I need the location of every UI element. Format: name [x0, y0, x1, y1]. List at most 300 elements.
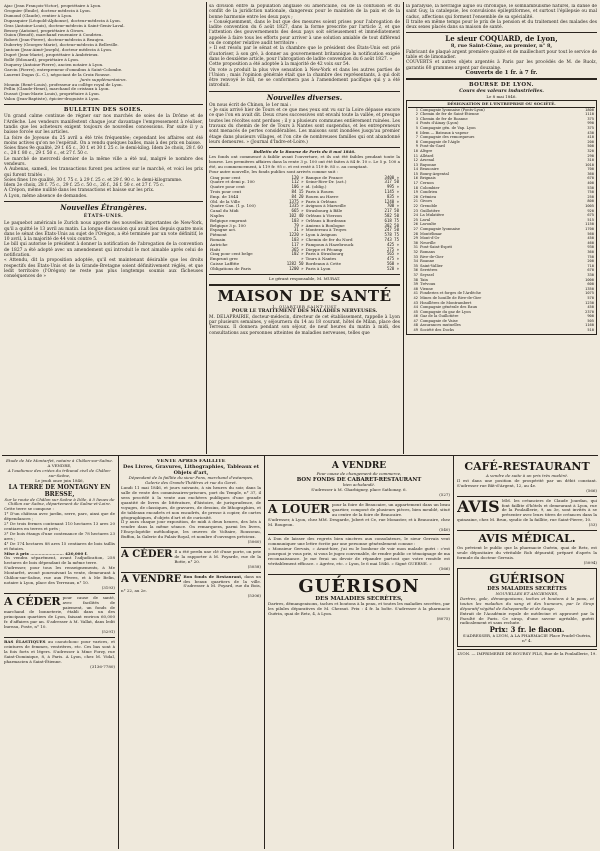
company-name: Mont-d'Or: [420, 236, 440, 241]
fund-name: Cinq pour cent belge: [210, 251, 253, 257]
paragraph: A Crépon, même nullité dans les transactions et baisse sur les prix.: [4, 188, 155, 194]
bourse-subtitle: Cours des valeurs industrielles.: [459, 88, 544, 95]
alouer-title: A LOUER: [268, 502, 330, 517]
share-price: 570: [587, 295, 594, 300]
table-row: [408, 328, 595, 333]
fund-name: Espagne act.: [210, 227, 237, 233]
av-subtitle: Pour cause de changement de commerce,: [316, 471, 402, 476]
avis-medical-title: AVIS MÉDICAL.: [478, 532, 576, 546]
paragraph: » Conséquemment, dans le but que des mesures soient prises pour l'abrogation de ladite convention du 6 août 1827, dans la forme prescrite par l'article 2, et que l'attention des gouvernements des deux pays soit sérieusement et immédiatement appelée à faire tous les efforts pour arriver à une solution amiable de tout différend ou de compter relative audit territoire :: [209, 19, 400, 47]
column-rule: [403, 2, 404, 454]
company-name: Compagnie lyonnaise (Ponts-Lyon): [420, 107, 485, 112]
fund-name: Obligations de Paris: [210, 265, 251, 271]
fund-price: 665 »: [291, 208, 304, 214]
row-number: 6: [415, 130, 418, 135]
row-number: 38: [413, 277, 418, 282]
list-item: Valon (Jean-Baptiste), épicier-droguiste à Lyon.: [4, 96, 100, 102]
company-name: Serrières: [420, 268, 438, 273]
company-name: Bayonne: [420, 162, 437, 167]
fund-price: 582 50: [384, 213, 399, 219]
list-item: Grognier (Émile), docteur médecin à Lyon.: [4, 7, 91, 13]
paragraph: Mise à prix ........................ 420,000 f.: [4, 550, 88, 556]
company-name: Assurances mutuelles: [420, 323, 461, 328]
paragraph: Le paquebot américain le Zurich nous apporte des nouvelles importantes de New-York, qu'il a quitté le 13 avril au matin. La longue discussion qui avait lieu depuis quatre mois dans le sénat des États-Unis au sujet de l'Orégon, a été terminée par un vote définitif, le 10 avril, à la majorité de 44 voix contre 5.: [4, 221, 203, 243]
paragraph: Extrait de l'Académie royale de médecine et approuvé par la Faculté de Paris. Ce sirop, d'une saveur agréable, guérit radicalement et sans rechute.: [460, 610, 594, 626]
fund-name: Paris à Orléans: [305, 198, 337, 204]
paragraph: Fabricant de plaqué argent première qualité et de maillechort pour tout le service de table et de limonadier.: [406, 49, 597, 61]
fund-price: 1145 »: [384, 189, 399, 195]
row-number: 49: [413, 328, 418, 333]
fund-name: Montereau à Troyes: [305, 227, 347, 233]
row-number: 34: [413, 259, 418, 264]
vendre-small: A VENDRE,: [47, 462, 72, 468]
vendre-audience: A l'audience des criées du tribunal civil de Châlon-sur-Saône,: [7, 467, 112, 478]
share-price: 1800: [585, 107, 594, 112]
fund-price: 618 75: [384, 217, 399, 223]
column-rule: [118, 456, 119, 849]
terre-title: LA TERRE DE MONTAGNY EN BRESSE,: [8, 483, 111, 498]
share-price: 800: [587, 199, 594, 204]
company-name: Pont-du-Gard: [420, 144, 445, 149]
row-number: 27: [413, 227, 418, 232]
fund-price: 1335 »: [289, 203, 304, 209]
row-number: 8: [415, 139, 418, 144]
row-number: 37: [413, 272, 418, 277]
vendre-date: Le jeudi onze juin 1846,: [35, 477, 84, 483]
share-price: 450: [587, 236, 594, 241]
ad-number: (527): [439, 492, 450, 498]
company-name: Chemin de fer de Saint-Étienne: [420, 112, 479, 117]
divider: [4, 104, 203, 105]
fund-name: Autriche: [210, 241, 228, 247]
list-item: Robert (Jean-Pierre), docteur-médecin à Beaujeu.: [4, 37, 105, 43]
share-price: 670: [587, 176, 594, 181]
paragraph: S'adresser, pour tous les renseignements, à Me Montarfet, avoué poursuivant la vente, demeurant à Châlon-sur-Saône, rue aux Fèvres, et à Me Belin, notaire à Lyon, place des Terreaux, n° 10.: [4, 565, 115, 585]
share-price: 700: [587, 167, 594, 172]
company-name: Compagnie de Vaise: [420, 318, 458, 323]
imprimerie-line: LYON. — IMPRIMERIE DE BOURSY FILS, Rue de la Poulaillerie, 19.: [457, 651, 597, 657]
divider: [4, 637, 115, 638]
share-price: 990: [587, 121, 594, 126]
fund-name: Quatre pour cent: [210, 184, 245, 190]
share-price: 2370: [585, 309, 594, 314]
fund-name: Naples: [210, 213, 225, 219]
company-name: Givors: [420, 199, 433, 204]
divider: [209, 91, 400, 92]
row-number: 14: [413, 167, 418, 172]
gerant-line: Le gérant responsable, M. MURAT.: [268, 275, 341, 281]
paragraph: A Don de laisser des regrets bien sincères aux consolateurs, le sieur Gervais veut communiquer une lettre écrite par une personne généralement connue :: [268, 536, 450, 547]
paragraph: 3° De bois étangs d'une contenance de 78 hectares 23 ares ;: [4, 530, 115, 541]
fund-name: Quatre Can. (1 p. 100): [210, 203, 256, 209]
company-name: Saint-Vallier: [420, 263, 443, 268]
share-price: 430: [587, 130, 594, 135]
paragraph: On nous écrit de Chinon, le 1er mai :: [209, 102, 292, 108]
share-price: 1160: [585, 323, 594, 328]
section-subtitle: Jurés supplémentaires.: [80, 76, 127, 82]
share-price: 1110: [585, 112, 594, 117]
fund-price: 117 »: [291, 241, 304, 247]
row-number: 12: [413, 158, 418, 163]
row-number: 23: [413, 208, 418, 213]
row-number: 47: [413, 318, 418, 323]
company-name: La Mulatière: [420, 213, 445, 218]
section-subtitle: ÉTATS-UNIS.: [83, 214, 124, 220]
fund-name: Obl. de la Ville: [210, 198, 240, 204]
company-name: Tain: [420, 277, 428, 282]
fund-name: Chemin de fer du Nord: [305, 237, 353, 243]
share-price: 515: [587, 217, 594, 222]
share-price: 750: [587, 190, 594, 195]
row-number: 16: [413, 176, 418, 181]
paragraph: » Il est résolu par le sénat et la chambre que le président des États-Unis est prié d'autoriser, à son gré, à donner au gouvernement britannique la notification exigée dans le deuxième article, pour l'abrogation de ladite convention du 6 août 1827. »: [209, 46, 400, 62]
fund-price: 84 15: [291, 189, 304, 195]
share-price: 675: [587, 213, 594, 218]
bourse-date: Le 8 mai 1846.: [486, 93, 517, 99]
fund-name: Haïti: [210, 246, 221, 252]
row-number: 18: [413, 185, 418, 190]
row-number: 5: [415, 125, 418, 130]
section-subtitle: Bulletin de la Bourse de Paris du 8 mai 1846.: [253, 149, 356, 155]
company-name: Roanne: [420, 259, 435, 264]
cafe-title: CAFÉ-RESTAURANT: [464, 460, 590, 473]
paragraph: Un grand calme continue de régner sur nos marchés de soies de la Drôme et de l'Ardèche. Les vendeurs manifestent chaque jour davantage l'empressement à réaliser, tandis que les acheteurs exigent toujours de nouvelles concessions. Par suite il y a baisse forcée sur les articles.: [4, 114, 203, 136]
column-bottom-1: [4, 459, 115, 849]
fund-name: Orléans à Bordeaux: [305, 217, 346, 223]
ad-number: (566): [439, 565, 450, 571]
fund-price: 247 50: [384, 227, 399, 233]
row-number: 20: [413, 194, 418, 199]
divider: [121, 547, 261, 548]
share-price: 710: [587, 263, 594, 268]
paragraph: « Attendu, dit la proposition adoptée, qu'il est maintenant désirable que les droits respectifs des États-Unis et de la Grande-Bretagne soient définitivement réglés, et que ledit territoire (l'Orégon) ne reste pas plus longtemps soumis aux fâcheuses conséquences de »: [4, 258, 203, 280]
fund-name: Trois pour cent: [210, 189, 242, 195]
fund-name: Avignon à Marseille: [305, 203, 346, 209]
list-item: Guion (Benoît), marchand rouennier à Condrieu.: [4, 32, 103, 38]
share-price: 1005: [585, 204, 594, 209]
company-name: Bourg-Argental: [420, 171, 449, 176]
fund-price: 102 40: [289, 213, 304, 219]
paragraph: « Monsieur Gervais, » Avant-hier, j'ai eu le bonheur de voir mon malade guéri : c'est pourquoi je vous prie, si vous le jugez convenable, de rendre public ce témoignage de ma reconnaissance. Je me ferai un devoir de répandre partout que votre remède est véritablement efficace. » Agréez, etc. » Lyon, le 6 mai 1846. » Signé GUERNE. »: [268, 546, 450, 566]
row-number: 7: [415, 135, 418, 140]
share-price: 320: [587, 148, 594, 153]
fund-price: 302 50: [384, 222, 399, 228]
list-item: Mounin (René-Louis), professeur au collège royal de Lyon.: [4, 81, 123, 87]
row-number: 22: [413, 204, 418, 209]
share-price: 1700: [585, 227, 594, 232]
list-item: Dumond (Claude), rentier à Lyon.: [4, 12, 73, 18]
fund-price: 565 »: [386, 251, 399, 257]
divider: [457, 649, 597, 650]
company-name: Colombier: [420, 185, 440, 190]
company-name: Beaucaire: [420, 167, 439, 172]
list-item: Dubertry (Georges-Marie), docteur-médecin à Belleville.: [4, 42, 119, 48]
share-price: 505: [587, 318, 594, 323]
company-name: Neuville: [420, 240, 436, 245]
share-price: 200: [587, 259, 594, 264]
paragraph: S'adresser, à Lyon, chez MM. Desgarde, Jobert et Ce, rue Monaster, et à Beaucaire, chez M. Bougeon.: [268, 516, 450, 527]
row-number: 24: [413, 213, 418, 218]
list-item: Ajac (Jean François-Victor), propriétaire à Lyon.: [4, 4, 102, 8]
guerison-subtitle: DES MALADIES SECRÈTES,: [315, 595, 403, 602]
paragraph: Les fonds ont commencé à faiblir avant l'ouverture, et ils ont été faibles pendant toute la bourse. Les premières affaires dans la rente 3 p. 100 ont été faites à 84 fr. 10 c. Le 5 p. 100 a été, au commencement, à 119 fr. 95 c. et est resté à 119 fr. 85 c. au comptant.: [209, 154, 400, 169]
avendre2-subtitle: Bon fonds de Restaurant,: [183, 573, 243, 579]
ad-number: (566): [586, 487, 597, 493]
share-price: 360: [587, 171, 594, 176]
paragraph: Le bill qui autorise le président à donner la notification de l'abrogation de la convention de 1827 a été adopté avec un amendement qui introduit le mot aimable après celui de notification.: [4, 242, 203, 259]
ad-number: (3193): [101, 584, 115, 590]
bourse-paris-table: [209, 176, 400, 272]
maison-subtitle: POUR LE TRAITEMENT DES MALADIES NERVEUSES.: [231, 308, 378, 315]
share-price: 900: [587, 314, 594, 319]
share-price: 200: [587, 139, 594, 144]
row-number: 43: [413, 300, 418, 305]
bourse-title: BOURSE DE LYON.: [468, 82, 535, 89]
bas-title: BAS ÉLASTIQUES: [4, 639, 46, 644]
fund-price: 578 75: [384, 232, 399, 238]
fund-name: Romain: [210, 237, 226, 243]
share-price: 750: [587, 254, 594, 259]
row-number: 3: [415, 116, 418, 121]
aceder2-text: Il a été perdu une clé d'une porte, on prie de la rapporter à M. Poyarde, rue de la Botte, n° 20.: [174, 548, 261, 564]
company-name: Alègre: [420, 148, 433, 153]
share-price: 460: [587, 240, 594, 245]
company-name: Pont-Saint-Esprit: [420, 245, 453, 250]
horizontal-rule: [2, 455, 598, 456]
fund-price: 1240 »: [384, 198, 399, 204]
fund-name: Dieppe et Fécamp: [305, 246, 343, 252]
paragraph: sa division entre la population anglaise ou américaine, ou de la confusion et du conflit de la juridiction nationale, dangereux pour le maintien de la paix et de la bonne harmonie entre les deux pays ;: [209, 4, 400, 20]
share-price: 360: [587, 249, 594, 254]
paragraph: Il traite en même temps pour le prix de la pension et du traitement des malades des deux sexes placés dans sa maison de santé.: [406, 19, 597, 31]
share-price: 510: [587, 328, 594, 333]
row-number: 41: [413, 291, 418, 296]
row-number: 21: [413, 199, 418, 204]
share-price: 1010: [585, 162, 594, 167]
company-name: Lavoulte: [420, 222, 437, 227]
ad-number: (5094): [583, 559, 597, 565]
terre-subtitle: Sur la route de Châlon sur Saône à Dôle, à 5 lieues de Châlon sur Saône, département de Saône-et-Loire.: [4, 496, 115, 507]
company-name: Trévoux: [420, 282, 436, 287]
maison-address: 1, QUARTIER SAINT-JUST: [272, 303, 337, 309]
list-item: Dupasquier (Léopold-Alphonse), docteur-médecin à Lyon.: [4, 17, 121, 23]
share-price: 500: [587, 144, 594, 149]
ad-number: (5060): [247, 539, 261, 545]
company-name: Montélimar: [420, 231, 442, 236]
avendre2-text: dans un des beaux quartiers de la ville. S'adresser à M. Poyard, rue du Bois, n° 22, au 2e.: [121, 573, 261, 594]
ad-number: (5058): [247, 563, 261, 569]
row-number: 19: [413, 190, 418, 195]
fund-price: 700 »: [386, 203, 399, 209]
fund-name: Fampoux à Hazebrouck: [305, 241, 354, 247]
share-price: 310: [587, 158, 594, 163]
fund-name: Piémont: [210, 232, 227, 238]
ad-number: (5291): [101, 629, 115, 635]
fund-price: 560 »: [386, 261, 399, 266]
column-bottom-3: [268, 459, 450, 849]
column-rule: [453, 456, 454, 849]
fund-price: 475 »: [386, 256, 399, 262]
list-item: Bessey (Antoine), propriétaire à Givors.: [4, 27, 85, 33]
share-price: 1350: [585, 286, 594, 291]
company-name: Cernon: [420, 181, 434, 186]
share-price: 670: [587, 268, 594, 273]
fund-name: Caisse Laffitte: [210, 261, 240, 266]
fund-name: Emprunt grec: [210, 256, 239, 262]
share-price: 375: [587, 125, 594, 130]
company-name: Seyssel: [420, 272, 434, 277]
fund-price: 835 »: [386, 193, 399, 199]
section-heading: Nouvelles Étrangères.: [60, 203, 147, 213]
paragraph: Idem 2e choix, 28 f. 75 c., 29 f. 25 c. 50 c., 26 f., 26 f. 50 c. et 27 f. 75 c.: [4, 183, 165, 189]
paragraph: A Lyon, même absence de demandes.: [4, 193, 88, 199]
fund-price: 112 »: [291, 179, 304, 185]
fund-price: 1200 »: [289, 265, 304, 271]
fund-name: Quatre et demi p. 100: [210, 179, 255, 185]
ceder-text: pour cause de santé, avec facilités de paiement, un fonds de marchand de bonneterie, établi dans un des principaux quartiers de Lyon, faisant environ 60,000 fr. d'affaires par an. S'adresser à M. Vallat, dans ledit bureau, Poste, n° 10.: [4, 594, 115, 630]
paragraph: On prévient le public que la pharmacie Guérin, quai de Retz, est seule dépositaire du véritable Rob dépuratif, préparé d'après la formule du docteur Gervais.: [457, 545, 597, 560]
fund-price: 103 »: [291, 237, 304, 243]
share-price: 1150: [585, 222, 594, 227]
row-number: 13: [413, 162, 418, 167]
fund-price: 3400 »: [384, 174, 399, 180]
share-price: 1000: [585, 277, 594, 282]
share-price: 530: [587, 185, 594, 190]
fund-price: 31 »: [293, 227, 304, 233]
row-number: 36: [413, 268, 418, 273]
fund-name: Belgique 3 p. 100: [210, 222, 246, 228]
fund-price: 84 20: [291, 193, 304, 199]
table-row: [209, 267, 400, 272]
paragraph: On vendra séparément, avant l'adjudication, 258 hectares de bois dépendant de la même terre.: [4, 555, 115, 566]
share-price: 1230: [585, 300, 594, 305]
company-name: Houillères de Montrambert: [420, 300, 472, 305]
ad-number: (8075): [436, 615, 450, 621]
row-number: 32: [413, 249, 418, 254]
divider: [209, 274, 400, 275]
guerison2-subtitle2: NOUVELLES ET ANCIENNES,: [495, 590, 559, 596]
aceder2-title: A CÉDER: [121, 548, 173, 560]
fund-name: Emp. de 1844: [210, 193, 239, 199]
row-number: 4: [415, 121, 418, 126]
company-name: Romans: [420, 249, 435, 254]
avis-title: AVIS: [457, 496, 500, 516]
fund-name: Tours à Nantes: [305, 256, 337, 262]
company-name: Compagnie gén. de Vap. Lyon: [420, 125, 476, 130]
fund-name: Banque de France: [305, 174, 343, 180]
vente-dependant: Dépendant de la faillite du sieur Pons, marchand d'estampes, Galerie des Grands-Théâtres et rue du Garet.: [128, 475, 254, 486]
alouer-text: pour la foire de Beaucaire, un appartement dans un beau quartier, composé de plusieurs pièces, bien meublé, situé au centre de la foire de Beaucaire.: [331, 502, 450, 517]
row-number: 30: [413, 240, 418, 245]
fund-name: Paris à Lyon: [305, 265, 331, 271]
share-price: 410: [587, 135, 594, 140]
share-price: 400: [587, 181, 594, 186]
paragraph: M. DELAPRAIRIE, docteur-médecin, directeur de cet établissement, rappelle à Lyon par plusieurs semaines, y séjournera du 14 au 18 courant, hôtel de Milan, place des Terreaux. Il donnera pendant son séjour, de neuf heures du matin à midi, des consultations aux personnes atteintes de maladies nerveuses, telles que: [209, 314, 400, 336]
ad-number: (53): [588, 522, 597, 528]
section-heading: Nouvelles diverses.: [266, 92, 343, 102]
share-price: 600: [587, 282, 594, 287]
divider: [268, 500, 450, 501]
paragraph: Lundi 11 mai 1846, et jours suivants, à six heures du soir, dans la salle de vente des commissaires-priseurs, port du Temple, n° 37, il sera procédé à la vente aux enchères publiques d'une grande quantité de livres de littérature, d'histoire, de jurisprudence, de voyages, de classiques, de gravures, de dessins, de lithographies, et de tableaux encadrés et non encadrés, de presse à copier, de cartes géographiques, d'objets d'art et de curiosité.: [121, 485, 261, 520]
paragraph: La foire de Joyeuse du 25 avril a été très fréquentée; cependant les affaires ont été moins actives qu'on ne l'espérait. On a vendu quelques balles, mais à des prix en baisse.: [4, 135, 203, 146]
fund-name: Cinq pour cent: [210, 174, 241, 180]
paragraph: 4° De 174 hectares 88 ares 15 centiares de bois taillis et futaies.: [4, 540, 115, 551]
company-name: Mines de houille de Rive-de-Gier: [420, 295, 482, 300]
list-item: Gras (Antoine-Louis), docteur-médecin à Saint-Genis-Laval.: [4, 22, 125, 28]
column-top-left: [4, 4, 203, 454]
guerison-box: [457, 568, 597, 647]
row-number: 1: [415, 107, 418, 112]
paragraph: Cette proposition a été adoptée à la majorité de 42 voix sur 54.: [209, 62, 351, 68]
column-top-right: [406, 4, 597, 454]
fund-name: Amiens à Boulogne: [305, 222, 345, 228]
divider: [4, 593, 115, 594]
coquard-title: Le sieur COQUARD, de Lyon,: [445, 34, 558, 44]
paragraph: Dartres, démangeaisons, taches et boutons à la peau, et toutes les maladies secrètes, par les pilules dépuratives de M. Cheraut. Prix : 4 fr. la boîte. S'adresser à la pharmacie Guérin, quai de Retz, 4, à Lyon.: [268, 601, 450, 616]
paragraph: « Je suis arrivé hier de Tours et ce que mes yeux ont vu sur la Loire dépasse encore ce que l'on en avait dit. Deux crues successives ont envahi toute la vallée, et presque toutes les récoltes sont perdues ; il y a plusieurs communes entièrement ruinées. Les travaux du chemin de fer de Tours à Nantes sont suspendus, et les entrepreneurs sont menacés de pertes considérables. Les maisons sont inondées jusqu'au premier étage dans plusieurs villages, et l'on cite de nombreuses familles qui ont abandonné leurs demeures. » (Journal d'Indre-et-Loire.): [209, 108, 400, 145]
share-price: 1075: [585, 291, 594, 296]
fund-price: 103 »: [291, 217, 304, 223]
fund-price: 365 »: [291, 246, 304, 252]
company-name: Guillotière: [420, 208, 440, 213]
guerison2-address: S'ADRESSER, à LYON, A LA PHARMACIE Place Pradel-Guérin, n° 4.: [462, 633, 592, 644]
fund-price: 425 »: [386, 241, 399, 247]
row-number: 39: [413, 282, 418, 287]
guerison2-title: GUÉRISON: [489, 571, 565, 586]
company-name: Compagnie générale des Eaux: [420, 305, 477, 310]
share-price: 450: [587, 305, 594, 310]
cafe-subtitle: A vendre de suite à un prix très modéré.: [485, 473, 569, 478]
company-name: Ponts d'Ainay (Lyon): [420, 121, 459, 126]
divider: [268, 574, 450, 575]
share-price: 330: [587, 272, 594, 277]
av-title: A VENDRE: [331, 461, 387, 471]
list-item: Jantoux (Jean-Aimé-Joseph), docteur médecin à Lyon.: [4, 47, 113, 53]
share-price: 290: [587, 153, 594, 158]
company-name: Chemin de fer de Roanne: [420, 116, 468, 121]
row-number: 44: [413, 305, 418, 310]
fund-price: 120 »: [291, 174, 304, 180]
list-item: Bollé (Edouard), propriétaire à Lyon.: [4, 56, 80, 62]
row-number: 11: [413, 153, 418, 158]
fund-name: Orléans à Vierzon: [305, 213, 342, 219]
fund-price: 1375 »: [289, 198, 304, 204]
company-name: Grenoble: [420, 204, 438, 209]
fund-name: Paris à Strasbourg: [305, 251, 344, 257]
divider: [406, 32, 597, 33]
av-fonds-subtitle: bien achalandé.: [342, 482, 376, 488]
fund-name: Canal du Midi: [210, 208, 239, 214]
row-number: 48: [413, 323, 418, 328]
bourse-lyon-box: [406, 100, 597, 335]
ad-number: (3136-7780): [90, 663, 115, 669]
share-price: 560: [587, 231, 594, 236]
row-number: 25: [413, 217, 418, 222]
company-name: Société des Docks: [420, 328, 454, 333]
paragraph: Cette terre se compose :: [4, 506, 54, 512]
share-price: 930: [587, 245, 594, 250]
paragraph: Le marché de mercredi dernier de la même ville a été nul, malgré le nombre des vendeurs.: [4, 156, 203, 167]
column-rule: [206, 2, 207, 454]
fund-price: 520 »: [386, 265, 399, 271]
divider: [268, 534, 450, 535]
list-item: Dussot (Jean-Marie Louis), propriétaire à Lyon.: [4, 91, 100, 97]
bourse-column-header: DÉSIGNATION DE L'ENTREPRISE OU SOCIÉTÉ.: [408, 102, 595, 108]
paragraph: Soies fines 9e qualité, 29 f. 65 c., 30 f. et 30 f. 25 c. le demi-kilog. Idem 2e choix, 28 f. 60 c., 28 f. 80 c., 29 f. 50 c., et 27 f. 50 c.: [4, 146, 203, 157]
column-bottom-4: [457, 459, 597, 849]
paragraph: COUVERTS et autres objets argentés à Paris par les procédés de M. de Ruolz, garantis 60 grammes argent par douzaine.: [406, 60, 597, 71]
fund-name: Strasbourg à Bâle: [305, 208, 343, 214]
